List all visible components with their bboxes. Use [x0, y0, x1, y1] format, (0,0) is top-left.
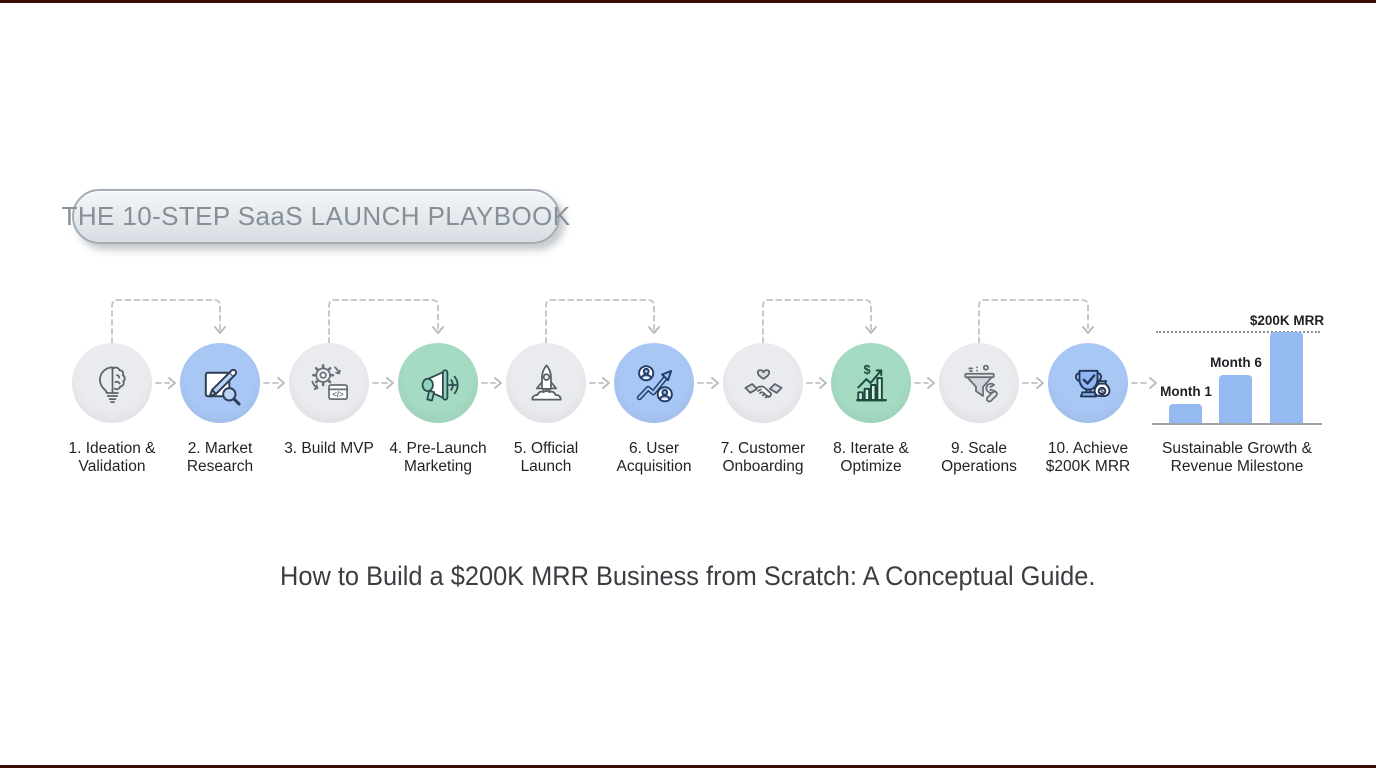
bar-200k-mrr: [1270, 332, 1303, 423]
step-8-circle: [831, 343, 911, 423]
step-label-line: $200K MRR: [1045, 458, 1131, 475]
chart-baseline: [1152, 423, 1322, 425]
step-3-circle: [289, 343, 369, 423]
step-1-circle: [72, 343, 152, 423]
title-badge: [61, 189, 571, 244]
step-2-circle: [180, 343, 260, 423]
bar-label-month-6: Month 6: [1210, 355, 1262, 370]
bar-label-200k-mrr: $200K MRR: [1249, 313, 1325, 328]
svg-text:</>: </>: [331, 389, 344, 399]
step-9-circle: [939, 343, 1019, 423]
step-6-circle: [614, 343, 694, 423]
chart-caption: [1147, 440, 1327, 476]
bar-month-1: [1169, 404, 1202, 423]
chart-caption-line: Sustainable Growth &: [1162, 440, 1312, 457]
megaphone-icon: [415, 360, 462, 407]
page-title: THE 10-STEP SaaS LAUNCH PLAYBOOK: [61, 201, 571, 231]
step-4-circle: [398, 343, 478, 423]
step-label-line: 3. Build MVP: [284, 440, 374, 457]
step-label-line: Launch: [520, 458, 572, 475]
growth-bar-chart: [1156, 305, 1325, 425]
step-10-label: [1023, 440, 1153, 476]
funnel-wrench-icon: [956, 360, 1003, 407]
step-label-line: 1. Ideation &: [68, 440, 156, 457]
chart-dollar-icon: [848, 360, 895, 407]
step-label-line: 10. Achieve: [1047, 440, 1129, 457]
edit-magnifier-icon: [197, 360, 244, 407]
step-10-circle: [1048, 343, 1128, 423]
step-label-line: 5. Official: [513, 440, 579, 457]
step-5-circle: [506, 343, 586, 423]
step-label-line: Acquisition: [616, 458, 692, 475]
users-growth-icon: [631, 360, 678, 407]
rocket-icon: [523, 360, 570, 407]
top-edge-bar: [0, 0, 1376, 3]
step-label-line: Research: [186, 458, 254, 475]
step-label-line: 4. Pre-Launch: [389, 440, 487, 457]
handshake-heart-icon: [740, 360, 787, 407]
footer-caption: [0, 561, 1376, 592]
svg-text:$: $: [863, 361, 871, 377]
trophy-moneybag-icon: [1065, 360, 1112, 407]
bar-month-6: [1219, 375, 1252, 423]
lightbulb-brain-icon: [89, 360, 136, 407]
chart-caption-line: Revenue Milestone: [1170, 458, 1304, 475]
step-label-line: Marketing: [403, 458, 473, 475]
step-7-circle: [723, 343, 803, 423]
step-label-line: Operations: [941, 458, 1017, 475]
gear-code-icon: [306, 360, 353, 407]
svg-text:$: $: [1099, 388, 1104, 396]
step-label-line: 6. User: [629, 440, 679, 457]
bar-label-month-1: Month 1: [1160, 384, 1212, 399]
step-label-line: Optimize: [840, 458, 902, 475]
step-label-line: 2. Market: [187, 440, 253, 457]
step-label-line: 8. Iterate &: [833, 440, 909, 457]
step-label-line: 9. Scale: [950, 440, 1007, 457]
footer-caption-text: How to Build a $200K MRR Business from Scratch: A Conceptual Guide.: [280, 561, 1096, 591]
step-label-line: Validation: [78, 458, 146, 475]
step-label-line: 7. Customer: [720, 440, 806, 457]
step-label-line: Onboarding: [722, 458, 804, 475]
